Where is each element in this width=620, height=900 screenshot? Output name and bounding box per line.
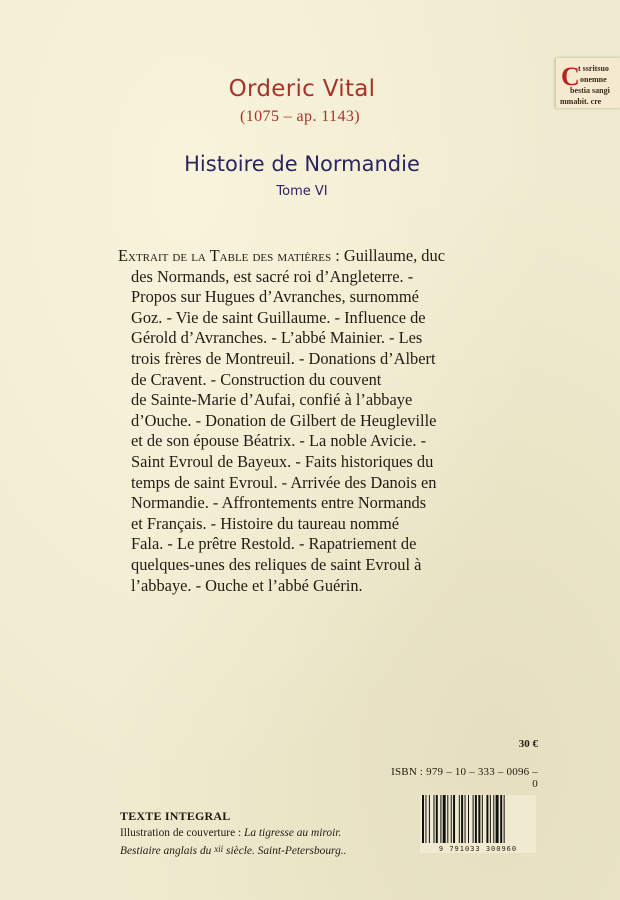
excerpt-line: de Sainte-Marie d’Aufai, confié à l’abbaye [131,390,413,410]
edition-label: TEXTE INTEGRAL [120,809,231,823]
barcode-bar [453,795,455,843]
excerpt-line: Propos sur Hugues d’Avranches, surnommé [131,287,419,307]
barcode-bar [486,795,488,843]
barcode-bar [475,795,477,843]
barcode-bar [465,795,466,843]
barcode-bar [473,795,474,843]
barcode-bar [490,795,491,843]
barcode-bar [459,795,460,843]
excerpt-line: trois frères de Montreuil. - Donations d’Albert [131,348,436,368]
barcode-bar [447,795,448,843]
barcode-bar [440,795,441,843]
barcode-bar [504,795,505,843]
excerpt-line: Saint Evroul de Bayeux. - Faits historiques du [131,451,434,471]
barcode-bar [482,795,483,843]
manuscript-miniature [555,58,620,108]
excerpt-line: quelques-unes des reliques de saint Evroul à [131,554,422,574]
barcode-bars [420,795,536,845]
excerpt-line: l’abbaye. - Ouche et l’abbé Guérin. [131,575,363,595]
illuminated-initial: C [561,62,580,91]
excerpt-line: Extrait de la Table des matières : Guillaume, duc [118,246,445,265]
excerpt-line: et de son épouse Béatrix. - La noble Avicie. - [131,431,427,451]
excerpt-line: temps de saint Evroul. - Arrivée des Danois en [131,472,437,492]
barcode [420,795,536,853]
barcode-bar [478,795,480,843]
excerpt-line: Gérold d’Avranches. - L’abbé Mainier. - Les [131,328,423,348]
excerpt-line: et Français. - Histoire du taureau nommé [131,513,400,533]
manuscript-line: t ssritsuo [578,64,609,73]
table-of-contents-excerpt [118,246,486,596]
book-title: Histoire de Normandie [184,152,420,176]
barcode-bar [496,795,499,843]
barcode-bar [425,795,426,843]
barcode-bar [429,795,430,843]
author-name: Orderic Vital [228,76,376,102]
excerpt-lead: Extrait de la Table des matières : [118,246,340,265]
barcode-bar [468,795,469,843]
manuscript-line: mmabit. cre [560,97,602,106]
barcode-bar [461,795,463,843]
barcode-bar [451,795,452,843]
excerpt-line: Normandie. - Affrontements entre Normands [131,493,427,513]
excerpt-line: Goz. - Vie de saint Guillaume. - Influence de [131,307,426,327]
barcode-bar [422,795,424,843]
excerpt-line: Fala. - Le prêtre Restold. - Rapatriement de [131,534,417,554]
barcode-bar [443,795,446,843]
cover-credit: Illustration de couverture : La tigresse au miroir. Bestiaire anglais du xii siècle. Saint-Petersbourg.. [120,827,347,857]
volume-label: Tome VI [276,184,328,199]
manuscript-line: bestia sangi [570,86,610,95]
excerpt-line: de Cravent. - Construction du couvent [131,369,382,389]
barcode-bar [434,795,435,843]
barcode-digits: 9 791033 300960 [438,845,518,853]
barcode-bar [493,795,494,843]
excerpt-line: des Normands, est sacré roi d’Angleterre. - [131,266,414,286]
barcode-bar [436,795,438,843]
isbn-label: ISBN : 979 – 10 – 333 – 0096 – 0 [391,766,538,790]
price-label: 30 € [518,738,538,750]
author-dates: (1075 – ap. 1143) [240,108,360,125]
excerpt-line: d’Ouche. - Donation de Gilbert de Heugleville [131,410,437,430]
barcode-bar [500,795,502,843]
manuscript-line: onemne [580,75,607,84]
